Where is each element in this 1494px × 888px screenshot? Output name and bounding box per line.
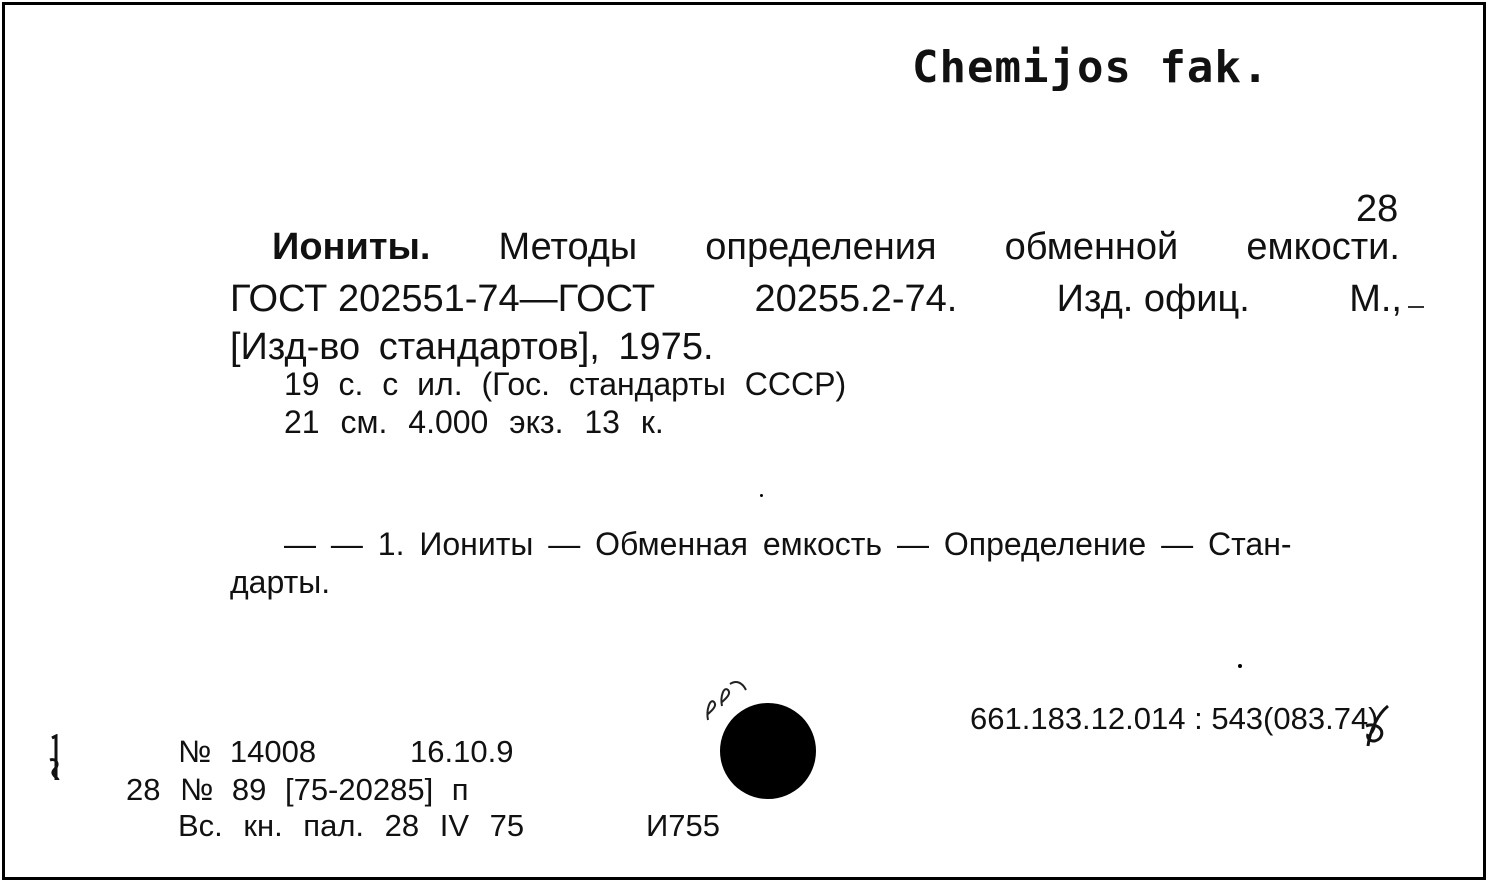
handwritten-margin-mark (42, 734, 66, 784)
handwritten-pencil-note (700, 672, 770, 728)
udc-classification: 661.183.12.014 : 543(083.74) (970, 701, 1379, 736)
entry-title: Иониты. (272, 226, 431, 268)
entry-title-word: емкости. (1246, 226, 1400, 268)
entry-title-word: Методы (498, 226, 638, 268)
footer-chamber: Вс. кн. пал. 28 IV 75 (178, 808, 525, 843)
entry-physical-2: 21 см. 4.000 экз. 13 к. (284, 404, 664, 440)
entry-physical-1: 19 с. с ил. (Гос. стандарты СССР) (284, 366, 847, 402)
footer-card-count: 28 (126, 772, 161, 807)
speck (760, 494, 763, 497)
entry-title-word: определения (705, 226, 937, 268)
shelf-mark: 28 (1356, 188, 1399, 230)
entry-standard-end: 20255.2-74. (754, 278, 958, 320)
handwritten-udc-mark (1358, 700, 1398, 754)
library-mark: Chemijos fak. (912, 42, 1270, 93)
margin-dash (1408, 306, 1424, 308)
entry-standard-range: ГОСТ 202551-74—ГОСТ (230, 278, 656, 320)
footer-number: № 14008 (178, 734, 317, 769)
footer-date: 16.10.9 (410, 734, 514, 769)
subject-tracing-line-2: дарты. (230, 564, 331, 600)
entry-publisher: [Изд-во стандартов], 1975. (230, 326, 714, 368)
entry-title-word: обменной (1004, 226, 1179, 268)
footer-order: № 89 [75-20285] п (180, 772, 469, 807)
entry-line-2 (230, 278, 1402, 322)
entry-edition: Изд. офиц. (1056, 278, 1250, 320)
footer-code: И755 (646, 808, 721, 843)
entry-line-1 (272, 226, 1400, 270)
speck (1238, 664, 1242, 668)
subject-tracing-line-1: — — 1. Иониты — Обменная емкость — Определение — Стан- (284, 526, 1292, 562)
entry-place: М., (1349, 278, 1402, 320)
